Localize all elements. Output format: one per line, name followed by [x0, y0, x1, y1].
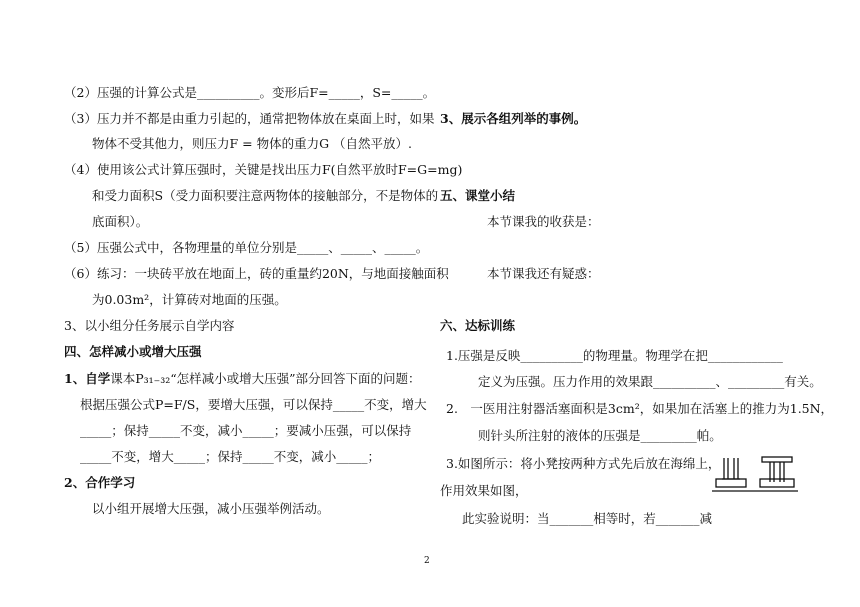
question-line: 此实验说明：当_______相等时，若_______减	[462, 511, 713, 526]
text-line: （5）压强公式中，各物理量的单位分别是_____、_____、_____。	[64, 240, 429, 255]
section-heading: 四、怎样减小或增大压强	[64, 344, 202, 359]
text-line: 为0.03m²，计算砖对地面的压强。	[92, 292, 287, 307]
text-line: 底面积）。	[92, 214, 149, 229]
section-heading: 五、课堂小结	[440, 188, 516, 203]
right-sponge-block	[760, 479, 794, 487]
right-stool-seat	[762, 457, 792, 462]
subsection-number: 1、	[64, 371, 86, 386]
left-sponge-block	[716, 479, 746, 487]
text-line: （2）压强的计算公式是__________。变形后F=_____，S=_____。	[64, 85, 436, 100]
question-line: 3.如图所示：将小凳按两种方式先后放在海绵上，	[446, 456, 721, 471]
question-line: 1.压强是反映__________的物理量。物理学在把____________	[446, 348, 783, 363]
subsection-heading: 2、合作学习	[64, 475, 136, 490]
text-line: 物体不受其他力，则压力F = 物体的重力G （自然平放）.	[92, 136, 413, 151]
text-line: 3、以小组分任务展示自学内容	[64, 318, 235, 333]
section-heading: 3、展示各组列举的事例。	[440, 111, 587, 126]
text-line: （4）使用该公式计算压强时，关键是找出压力F(自然平放时F=G=mg)	[64, 162, 463, 177]
question-line: 则针头所注射的液体的压强是_________帕。	[478, 428, 722, 443]
question-line: 定义为压强。压力作用的效果跟__________、_________有关。	[478, 374, 822, 389]
text-line: （6）练习：一块砖平放在地面上，砖的重量约20N，与地面接触面积	[64, 266, 449, 281]
text-line: 本节课我的收获是：	[487, 214, 600, 229]
text-line: _____不变，增大_____；保持_____不变，减小_____；	[80, 449, 381, 464]
stool-sponge-figure	[712, 454, 798, 496]
section-heading: 六、达标训练	[440, 318, 516, 333]
page-number: 2	[424, 556, 430, 566]
question-line: 2. 一医用注射器活塞面积是3cm²，如果加在活塞上的推力为1.5N，	[446, 401, 834, 416]
subsection-keyword: 自学	[85, 371, 111, 386]
text-line: （3）压力并不都是由重力引起的，通常把物体放在桌面上时，如果	[64, 111, 435, 126]
text-line: 和受力面积S（受力面积要注意两物体的接触部分，不是物体的	[92, 188, 439, 203]
text-line: 根据压强公式P=F/S，要增大压强，可以保持_____不变，增大	[80, 397, 427, 412]
text-line: _____；保持_____不变，减小_____；要减小压强，可以保持	[80, 423, 412, 438]
subsection-line	[64, 371, 421, 387]
text-line: 本节课我还有疑惑：	[487, 266, 600, 281]
subsection-text: 课本P₃₁₋₃₂“怎样减小或增大压强”部分回答下面的问题：	[110, 371, 421, 386]
question-line: 作用效果如图，	[440, 483, 528, 498]
text-line: 以小组开展增大压强，减小压强举例活动。	[92, 501, 330, 516]
